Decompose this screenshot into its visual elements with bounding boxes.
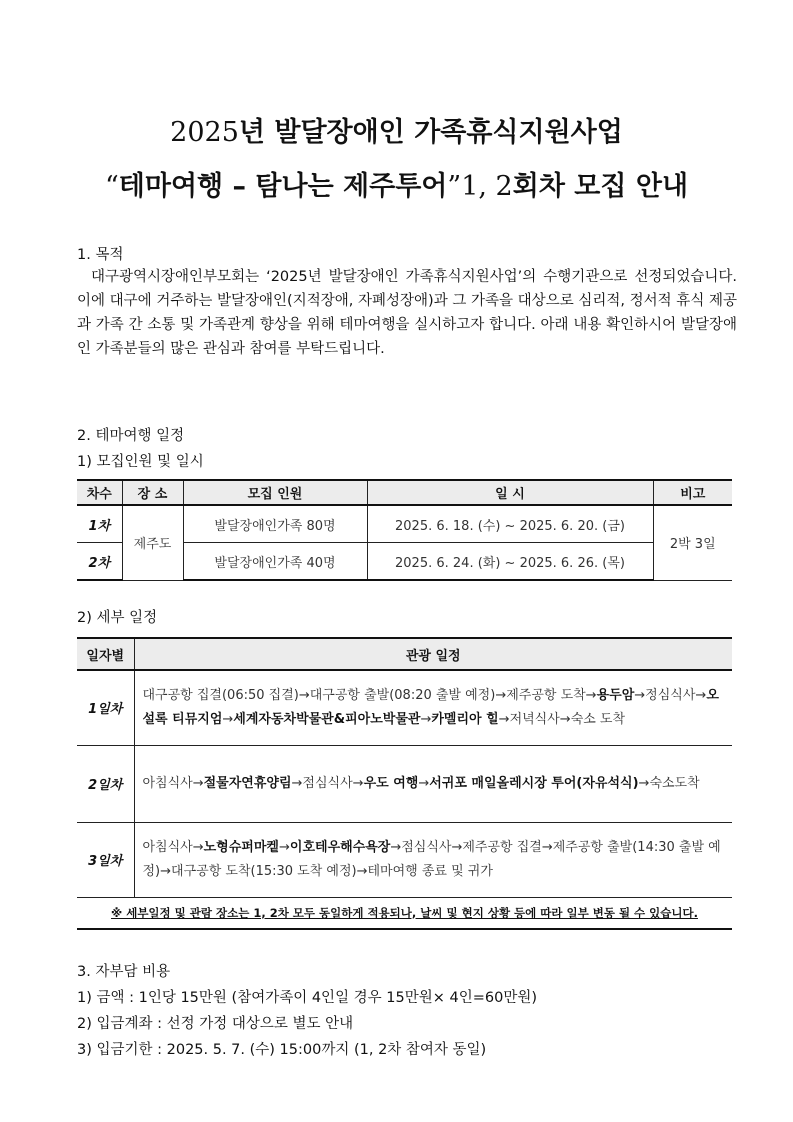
round-cell: 2차 [77,543,122,581]
people-cell: 발달장애인가족 80명 [183,505,367,543]
schedule-note-row [77,897,732,929]
highlight-destination: 용두암 [596,687,635,703]
date-cell: 2025. 6. 24. (화) ~ 2025. 6. 26. (목) [367,543,653,581]
title-recruit-notice: 회차 모집 안내 [512,171,689,202]
highlight-destination: 이호테우해수욕장 [289,839,391,855]
highlight-destination: 오설록 티뮤지엄 [142,687,719,727]
highlight-destination: 세계자동차박물관&피아노박물관 [233,711,421,727]
day-label: 3일차 [77,822,134,897]
schedule-table-header-row [77,638,732,670]
itinerary-text: →정심식사→ [634,687,707,703]
header-round: 차수 [77,480,122,505]
header-note: 비고 [653,480,732,505]
itinerary-cell [134,822,732,897]
table-row [77,670,732,745]
day-label: 2일차 [77,745,134,822]
schedule-note: ※ 세부일정 및 관람 장소는 1, 2차 모두 동일하게 적용되나, 날씨 및 현지 상황 등에 따라 일부 변동 될 수 있습니다. [77,897,732,929]
people-cell: 발달장애인가족 40명 [183,543,367,581]
header-itinerary: 관광 일정 [134,638,732,670]
itinerary-text: → [420,711,432,727]
itinerary-text: →점심식사→제주공항 집결→제주공항 출발(14:30 출발 예정)→대구공항 도착(15:30 도착 예정)→테마여행 종료 및 귀가 [142,839,721,879]
itinerary-text: 아침식사→ [142,775,204,791]
itinerary-cell [134,670,732,745]
section1-heading: 1. 목적 [77,247,124,263]
title-round-numbers: 1, 2 [461,171,513,202]
highlight-destination: 서귀포 매일올레시장 투어(자유석식) [429,775,639,791]
table-row [77,745,732,822]
highlight-destination: 카멜리아 힐 [431,711,499,727]
itinerary-text: → [278,839,290,855]
table-row [77,822,732,897]
title-close-quote: ” [447,171,462,202]
schedule-subheading: 2) 세부 일정 [77,610,158,626]
round-cell: 1차 [77,505,122,543]
title-year: 2025 [170,117,239,148]
itinerary-text: →숙소도착 [638,775,700,791]
itinerary-text: → [418,775,430,791]
duration-cell: 2박 3일 [653,505,732,580]
schedule-table [77,637,732,930]
document-title-line1 [0,110,793,149]
itinerary-text: → [222,711,234,727]
cost-item-account: 2) 입금계좌 : 선정 가정 대상으로 별도 안내 [77,1016,354,1032]
section2-heading: 2. 테마여행 일정 [77,428,185,444]
itinerary-cell [134,745,732,822]
section1-body: 대구광역시장애인부모회는 ‘2025년 발달장애인 가족휴식지원사업’의 수행기관으로 선정되었습니다. 이에 대구에 거주하는 발달장애인(지적장애, 자폐성장애)과 그 가족을 대상으로 심리적, 정서적 휴식 제공과 가족 간 소통 및 가족관계 향상을 위해 테마여행을 실시하고자 합니다. 아래 내용 확인하시어 발달장애인 가족분들의 많은 관심과 참여를 부탁드립니다. [77,269,737,357]
header-date: 일 시 [367,480,653,505]
title-program-name: 년 발달장애인 가족휴식지원사업 [238,117,623,148]
cost-item-amount: 1) 금액 : 1인당 15만원 (참여가족이 4인일 경우 15만원× 4인=60만원) [77,990,538,1006]
section3-heading: 3. 자부담 비용 [77,964,171,980]
recruit-subheading: 1) 모집인원 및 일시 [77,454,204,470]
header-place: 장 소 [122,480,183,505]
itinerary-text: 아침식사→ [142,839,204,855]
header-people: 모집 인원 [183,480,367,505]
cost-item-deadline: 3) 입금기한 : 2025. 5. 7. (수) 15:00까지 (1, 2차 참여자 동일) [77,1042,487,1058]
header-day: 일자별 [77,638,134,670]
highlight-destination: 절물자연휴양림 [203,775,292,791]
table-row [77,505,732,543]
itinerary-text: 대구공항 집결(06:50 집결)→대구공항 출발(08:20 출발 예정)→제주공항 도착→ [142,687,597,703]
document-title-line2 [0,164,793,203]
recruit-table-header-row [77,480,732,505]
place-cell: 제주도 [122,505,183,580]
itinerary-text: →점심식사→ [291,775,364,791]
title-theme-name: 테마여행 – 탐나는 제주투어 [118,171,448,202]
recruit-table [77,479,732,581]
itinerary-text: →저녁식사→숙소 도착 [498,711,626,727]
date-cell: 2025. 6. 18. (수) ~ 2025. 6. 20. (금) [367,505,653,543]
day-label: 1일차 [77,670,134,745]
highlight-destination: 노형슈퍼마켙 [203,839,279,855]
title-open-quote: “ [104,171,119,202]
highlight-destination: 우도 여행 [363,775,419,791]
